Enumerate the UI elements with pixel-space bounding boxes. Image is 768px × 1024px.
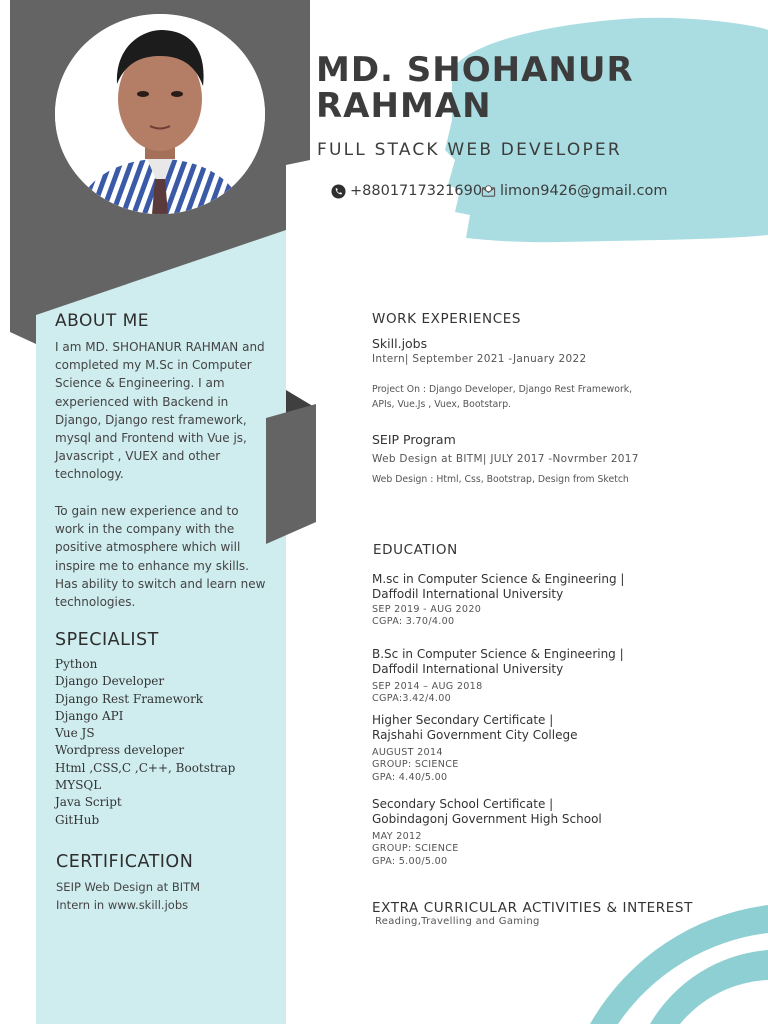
education-degree: M.sc in Computer Science & Engineering | [372, 572, 625, 586]
education-institution: Rajshahi Government City College [372, 727, 578, 742]
phone-contact [331, 183, 482, 199]
education-group: GROUP: SCIENCE [372, 843, 459, 855]
email-contact [481, 183, 668, 199]
email-icon [481, 184, 496, 199]
list-item: GitHub [55, 812, 100, 827]
education-item [372, 713, 577, 784]
education-degree: Secondary School Certificate | [372, 797, 554, 811]
work-heading: WORK EXPERIENCES [372, 311, 522, 327]
job-company: SEIP Program [372, 432, 456, 447]
education-date: AUGUST 2014 [372, 747, 443, 758]
education-date: SEP 2019 - AUG 2020 [372, 604, 482, 615]
phone-number: +8801717321690 [350, 183, 483, 199]
name-line-2: RAHMAN [316, 86, 492, 126]
specialist-heading: SPECIALIST [55, 630, 159, 650]
about-paragraph-1: I am MD. SHOHANUR RAHMAN and completed my M.Sc in Computer Science & Engineering. I am experienced with Backend in Django, Django rest framework, mysql and Frontend with Vue js, Javascript , VUEX and other technology. [55, 340, 265, 482]
job-company: Skill.jobs [372, 336, 428, 351]
list-item: Django Developer [55, 674, 165, 689]
education-grade: GPA: 5.00/5.00 [372, 855, 448, 867]
list-item: Python [55, 657, 98, 671]
education-item [372, 572, 624, 629]
job-detail [372, 382, 632, 412]
certification-item: SEIP Web Design at BITM [56, 880, 201, 894]
about-heading: ABOUT ME [55, 311, 150, 331]
list-item: MYSQL [55, 778, 102, 793]
education-heading: EDUCATION [373, 542, 458, 558]
education-grade: GPA: 4.40/5.00 [372, 771, 448, 783]
education-degree: Higher Secondary Certificate | [372, 713, 554, 727]
education-institution: Daffodil International University [372, 586, 564, 601]
list-item: Java Script [55, 795, 122, 810]
certification-list [56, 878, 200, 914]
extra-heading: EXTRA CURRICULAR ACTIVITIES & INTEREST [372, 900, 693, 916]
education-item [372, 797, 602, 868]
education-date: SEP 2014 – AUG 2018 [372, 681, 483, 692]
education-item [372, 647, 624, 706]
education-degree: B.Sc in Computer Science & Engineering | [372, 647, 624, 661]
extra-text: Reading,Travelling and Gaming [375, 916, 540, 927]
specialist-list [55, 656, 235, 829]
list-item: Django API [55, 708, 124, 723]
job-detail-line: Project On : Django Developer, Django Rest Framework, [372, 384, 633, 395]
education-group: GROUP: SCIENCE [372, 759, 459, 771]
job-role: Web Design at BITM| JULY 2017 -Novrmber 2017 [372, 453, 639, 465]
certification-heading: CERTIFICATION [56, 852, 194, 872]
education-institution: Daffodil International University [372, 661, 564, 676]
name-line-1: MD. SHOHANUR [316, 50, 634, 90]
list-item: Vue JS [55, 726, 95, 741]
education-institution: Gobindagonj Government High School [372, 811, 602, 826]
job-detail-line: Web Design : Html, Css, Bootstrap, Design from Sketch [372, 474, 629, 485]
certification-item: Intern in www.skill.jobs [56, 898, 189, 912]
education-grade: CGPA:3.42/4.00 [372, 693, 452, 705]
job-title: FULL STACK WEB DEVELOPER [317, 140, 622, 160]
about-paragraph-2: To gain new experience and to work in the company with the positive atmosphere which will inspire me to enhance my skills. Has ability to switch and learn new technologies. [55, 504, 266, 610]
education-grade: CGPA: 3.70/4.00 [372, 616, 455, 628]
list-item: Django Rest Framework [55, 691, 204, 706]
phone-icon [331, 184, 346, 199]
job-detail-line: APIs, Vue.Js , Vuex, Bootstarp. [372, 399, 512, 410]
candidate-name [316, 52, 746, 124]
list-item: Html ,CSS,C ,C++, Bootstrap [55, 760, 236, 775]
education-date: MAY 2012 [372, 831, 422, 842]
email-address: limon9426@gmail.com [500, 183, 668, 199]
profile-photo [55, 14, 265, 214]
list-item: Wordpress developer [55, 743, 185, 758]
job-role: Intern| September 2021 -January 2022 [372, 353, 587, 365]
